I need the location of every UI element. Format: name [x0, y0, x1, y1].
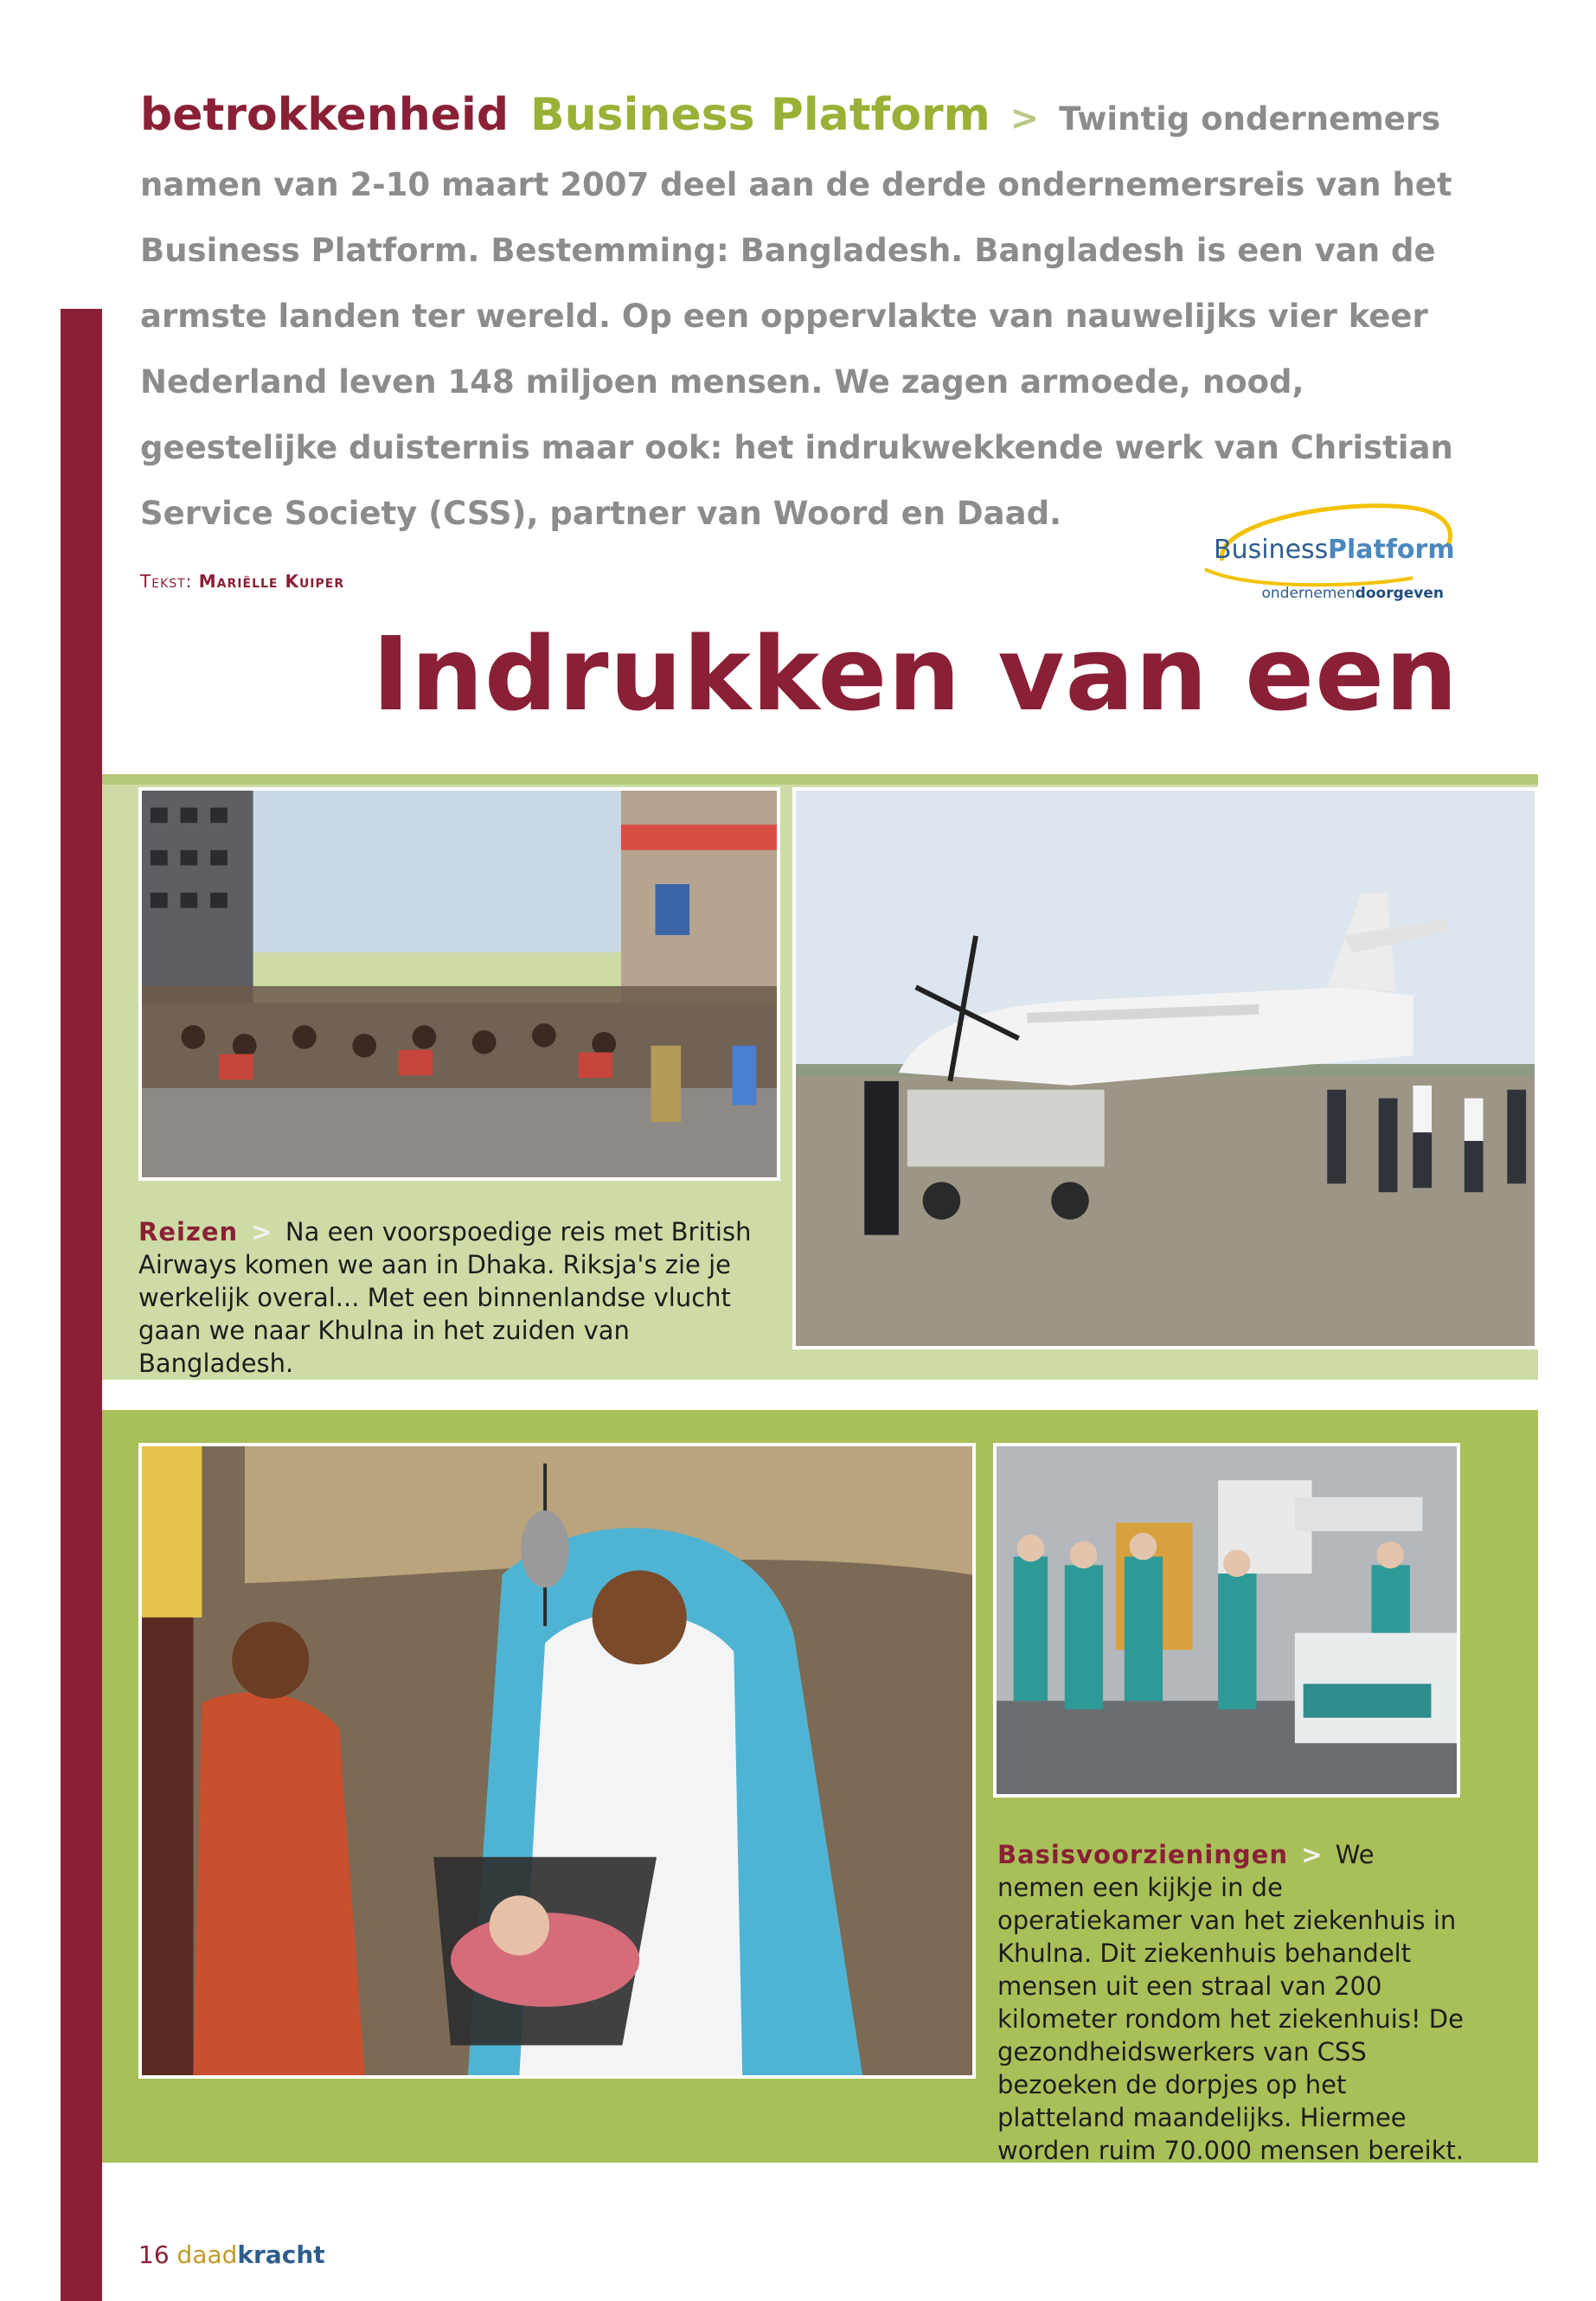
photo-health-worker-weighing-baby: [138, 1443, 976, 2079]
magazine-brand-a: daad: [176, 2240, 238, 2269]
logo-tag-b: doorgeven: [1355, 585, 1444, 602]
photo-operating-room: [993, 1443, 1460, 1798]
page-number: 16: [138, 2240, 170, 2269]
caption-reizen: [138, 1215, 774, 1380]
byline-author: Mariëlle Kuiper: [198, 571, 345, 592]
intro-text: Twintig ondernemers namen van 2-10 maart 2007 deel aan de derde ondernemersreis van het Business Platform. Bestemming: Bangladesh. Bangladesh is een van de armste landen ter wereld. Op een oppervlakte van nauwelijks vier keer Nederland leven 148 miljoen mensen. We zagen armoede, nood, geestelijke duisternis maar ook: het indrukwekkende werk van Christian Service Society (CSS), partner van Woord en Daad.: [140, 100, 1453, 532]
intro-paragraph: [140, 82, 1490, 547]
side-accent-bar: [61, 309, 102, 2301]
section-name: Business Platform: [530, 89, 990, 141]
chevron-right-icon: >: [1010, 99, 1040, 138]
caption-basis-lead: Basisvoorzieningen: [997, 1840, 1288, 1869]
band-top-stripe: [102, 774, 1538, 785]
byline: [140, 571, 344, 592]
logo-word-platform: Platform: [1328, 535, 1455, 565]
caption-basisvoorzieningen: [997, 1838, 1465, 2167]
page-footer: [138, 2240, 325, 2269]
photo-band-health: [102, 1410, 1538, 2163]
logo-tagline: [1262, 585, 1444, 602]
chevron-right-icon: >: [1301, 1840, 1323, 1869]
section-kicker: betrokkenheid: [140, 89, 510, 141]
caption-reizen-text: Na een voorspoedige reis met British Airways komen we aan in Dhaka. Riksja's zie je werkelijk overal... Met een binnenlandse vlucht gaan we naar Khulna in het zuiden van Bangladesh.: [138, 1217, 752, 1378]
magazine-brand-b: kracht: [237, 2240, 325, 2269]
article-headline: Indrukken van een: [372, 614, 1459, 734]
photo-dhaka-street: [138, 787, 780, 1181]
logo-tag-a: ondernemen: [1261, 585, 1356, 602]
business-platform-logo: [1196, 500, 1456, 617]
photo-airplane: [792, 787, 1538, 1349]
byline-label: Tekst:: [140, 571, 193, 592]
caption-basis-text: We nemen een kijkje in de operatiekamer van het ziekenhuis in Khulna. Dit ziekenhuis behandelt mensen uit een straal van 200 kilometer rondom het ziekenhuis! De gezondheidswerkers van CSS bezoeken de dorpjes op het platteland maandelijks. Hiermee worden ruim 70.000 mensen bereikt.: [997, 1840, 1465, 2165]
chevron-right-icon: >: [251, 1217, 272, 1247]
photo-band-travel: [102, 774, 1538, 1380]
caption-reizen-lead: Reizen: [138, 1217, 239, 1247]
logo-word-business: Business: [1214, 535, 1329, 565]
